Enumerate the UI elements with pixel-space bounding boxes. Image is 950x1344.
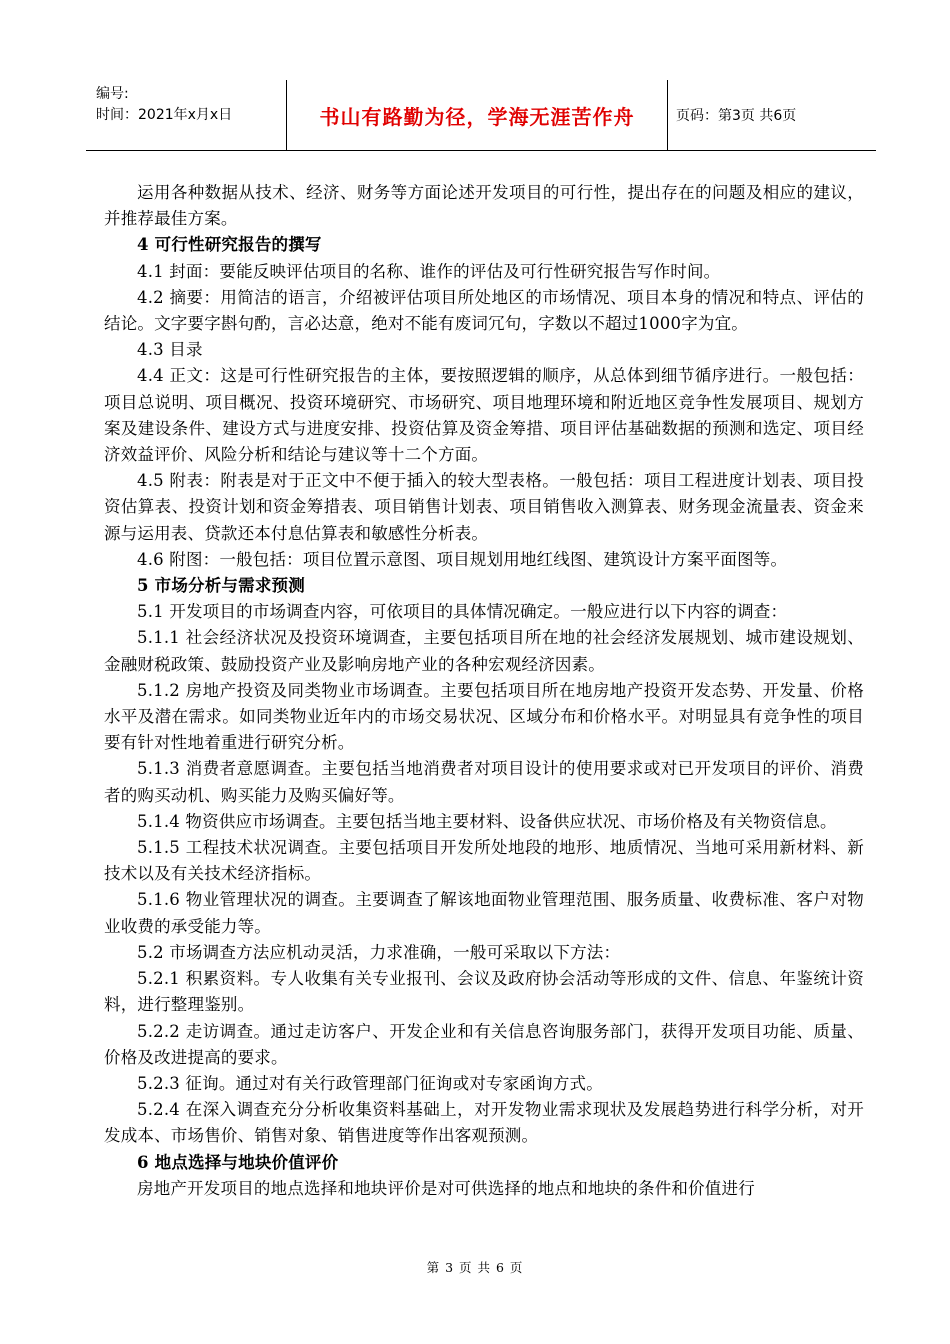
section-heading-6 (104, 1150, 864, 1176)
paragraph: 5.1.1 社会经济状况及投资环境调查，主要包括项目所在地的社会经济发展规划、城市建设规划、金融财税政策、鼓励投资产业及影响房地产业的各种宏观经济因素。 (104, 628, 864, 674)
paragraph: 4.4 正文：这是可行性研究报告的主体，要按照逻辑的顺序，从总体到细节循序进行。一般包括：项目总说明、项目概况、投资环境研究、市场研究、项目地理环境和附近地区竞争性发展项目、规划方案及建设条件、建设方式与进度安排、投资估算及资金筹措、项目评估基础数据的预测和选定、项目经济效益评价、风险分析和结论与建议等十二个方面。 (104, 366, 864, 465)
page-header (86, 80, 876, 151)
section-heading-text: 5 市场分析与需求预测 (137, 576, 305, 596)
paragraph: 5.1 开发项目的市场调查内容，可依项目的具体情况确定。一般应进行以下内容的调查： (137, 602, 788, 622)
paragraph: 4.1 封面：要能反映评估项目的名称、谁作的评估及可行性研究报告写作时间。 (137, 261, 721, 281)
paragraph: 5.1.3 消费者意愿调查。主要包括当地消费者对项目设计的使用要求或对已开发项目的评价、消费者的购买动机、购买能力及购买偏好等。 (104, 759, 864, 805)
header-motto: 书山有路勤为径，学海无涯苦作舟 (286, 80, 668, 150)
header-meta (96, 84, 232, 126)
document-body (104, 180, 864, 1202)
page-footer: 第 3 页 共 6 页 (426, 1260, 524, 1275)
paragraph: 房地产开发项目的地点选择和地块评价是对可供选择的地点和地块的条件和价值进行 (137, 1178, 755, 1198)
document-number-label: 编号: (96, 86, 129, 102)
paragraph: 5.2.2 走访调查。通过走访客户、开发企业和有关信息咨询服务部门，获得开发项目功能、质量、价格及改进提高的要求。 (104, 1021, 864, 1067)
header-page-number: 页码：第3页 共6页 (676, 108, 797, 124)
section-heading-text: 4 可行性研究报告的撰写 (137, 235, 322, 255)
paragraph: 5.1.5 工程技术状况调查。主要包括项目开发所处地段的地形、地质情况、当地可采用新材料、新技术以及有关技术经济指标。 (104, 838, 864, 884)
paragraph: 4.3 目录 (137, 340, 203, 360)
paragraph: 4.6 附图：一般包括：项目位置示意图、项目规划用地红线图、建筑设计方案平面图等。 (137, 549, 788, 569)
paragraph: 5.1.6 物业管理状况的调查。主要调查了解该地面物业管理范围、服务质量、收费标准、客户对物业收费的承受能力等。 (104, 890, 864, 936)
paragraph: 5.1.2 房地产投资及同类物业市场调查。主要包括项目所在地房地产投资开发态势、开发量、价格水平及潜在需求。如同类物业近年内的市场交易状况、区域分布和价格水平。对明显具有竞争性的项目要有针对性地着重进行研究分析。 (104, 680, 864, 753)
paragraph: 4.2 摘要：用简洁的语言，介绍被评估项目所处地区的市场情况、项目本身的情况和特点、评估的结论。文字要字斟句酌，言必达意，绝对不能有废词冗句，字数以不超过1000字为宜。 (104, 287, 864, 334)
paragraph: 5.1.4 物资供应市场调查。主要包括当地主要材料、设备供应状况、市场价格及有关物资信息。 (137, 811, 837, 831)
paragraph: 5.2.3 征询。通过对有关行政管理部门征询或对专家函询方式。 (137, 1073, 603, 1093)
paragraph: 5.2.4 在深入调查充分分析收集资料基础上，对开发物业需求现状及发展趋势进行科学分析，对开发成本、市场售价、销售对象、销售进度等作出客观预测。 (104, 1100, 864, 1146)
section-heading-4 (104, 232, 864, 258)
paragraph: 运用各种数据从技术、经济、财务等方面论述开发项目的可行性，提出存在的问题及相应的建议，并推荐最佳方案。 (104, 183, 864, 229)
paragraph: 4.5 附表：附表是对于正文中不便于插入的较大型表格。一般包括：项目工程进度计划表、项目投资估算表、投资计划和资金筹措表、项目销售计划表、项目销售收入测算表、财务现金流量表、资金来源与运用表、贷款还本付息估算表和敏感性分析表。 (104, 471, 864, 543)
document-time-label: 时间：2021年x月x日 (96, 107, 233, 123)
paragraph: 5.2.1 积累资料。专人收集有关专业报刊、会议及政府协会活动等形成的文件、信息、年鉴统计资料，进行整理鉴别。 (104, 969, 864, 1015)
section-heading-text: 6 地点选择与地块价值评价 (137, 1152, 339, 1172)
paragraph: 5.2 市场调查方法应机动灵活，力求准确，一般可采取以下方法： (137, 942, 621, 962)
section-heading-5 (104, 573, 864, 599)
